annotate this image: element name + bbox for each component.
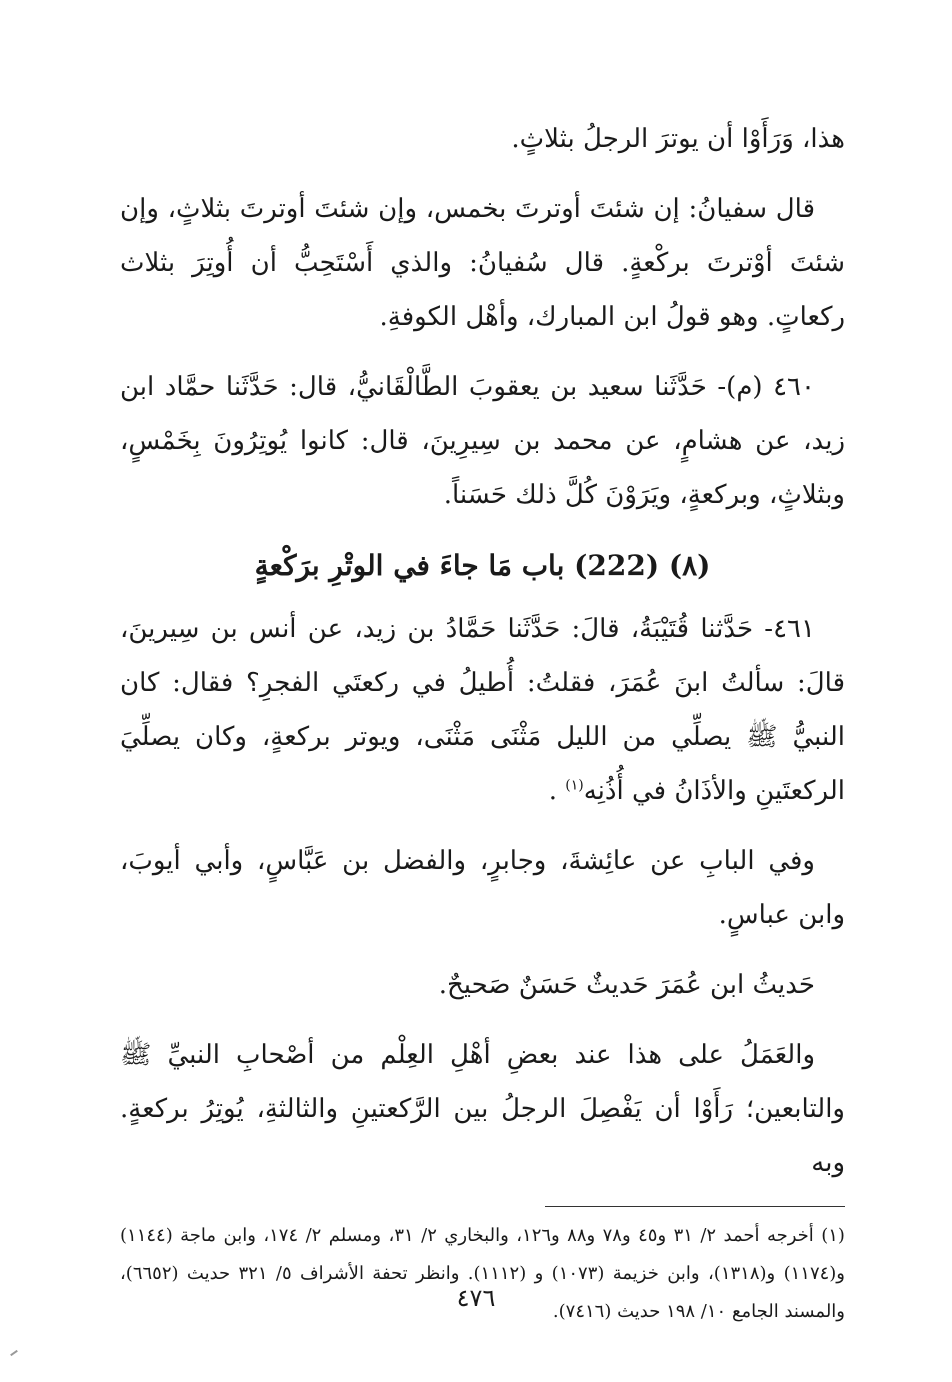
paragraph-grading: حَديثُ ابن عُمَرَ حَديثٌ حَسَنٌ صَحيحٌ. <box>438 970 815 1000</box>
chapter-heading: (٨) (222) باب مَا جاءَ في الوتْرِ برَكْعةٍ <box>254 549 711 582</box>
paragraph-fil-bab: وفي البابِ عن عائِشةَ، وجابرٍ، والفضل بن عَبَّاسٍ، وأبي أيوبَ، وابن عباسٍ. <box>120 846 845 930</box>
hadith-460: ٤٦٠ (م)- حَدَّثَنا سعيد بن يعقوبَ الطَّالْقَانيُّ، قال: حَدَّثَنا حمَّاد ابن زيد، عن هشامٍ، عن محمد بن سِيرِينَ، قال: كانوا يُوتِرُونَ بِخَمْسٍ، وبثلاثٍ، وبركعةٍ، ويَرَوْنَ كُلَّ ذلك حَسَناً. <box>120 372 845 510</box>
footnote-1: (١) أخرجه أحمد ٢/ ٣١ و٤٥ و٧٨ و٨٨ و١٢٦، والبخاري ٢/ ٣١، ومسلم ٢/ ١٧٤، وابن ماجة (١١٤٤) و(١١٧٤) و(١٣١٨)، وابن خزيمة (١٠٧٣) و (١١١٢). وانظر تحفة الأشراف ٥/ ٣٢١ حديث (٦٦٥٢)، والمسند الجامع ١٠/ ١٩٨ حديث (٧٤١٦). <box>120 1225 845 1322</box>
footnote-reference[interactable]: (١) <box>565 777 584 794</box>
page-body <box>120 112 845 1331</box>
page-number: ٤٧٦ <box>456 1284 496 1312</box>
hadith-461-text: ٤٦١- حَدَّثنا قُتَيْبَةُ، قالَ: حَدَّثَنا حَمَّادُ بن زيد، عن أنس بن سِيرينَ، قالَ: سألتُ ابنَ عُمَرَ، فقلتُ: أُطيلُ في ركعتَي الفجرِ؟ فقال: كان النبيُّ ﷺ يصلِّي من الليل مَثْنَى مَثْنَى، ويوتر بركعةٍ، وكان يصلِّيَ الركعتَينِ والأذَانُ في أُذُنِه <box>120 614 845 806</box>
paragraph-1: هذا، وَرَأَوْا أن يوترَ الرجلُ بثلاثٍ. <box>511 124 845 154</box>
hadith-461 <box>120 602 845 818</box>
paragraph-amal: والعَمَلُ على هذا عند بعضِ أهْلِ العِلْم من أصْحابِ النبيِّ ﷺ والتابعين؛ رَأَوْا أن يَفْصِلَ الرجلُ بين الرَّكعتينِ والثالثةِ، يُوتِرُ بركعةٍ. وبه <box>120 1040 845 1178</box>
paragraph-sufyan: قال سفيانُ: إن شئتَ أوترتَ بخمس، وإن شئتَ أوترتَ بثلاثٍ، وإن شئتَ أوْترتَ بركْعةٍ. قال سُفيانُ: والذي أَسْتَحِبُّ أن أُوتِرَ بثلاث ركعاتٍ. وهو قولُ ابن المبارك، وأهْل الكوفةِ. <box>120 194 845 332</box>
hadith-461-end: . <box>548 776 566 806</box>
footnote-divider <box>545 1206 845 1207</box>
scan-speck <box>10 1350 18 1356</box>
